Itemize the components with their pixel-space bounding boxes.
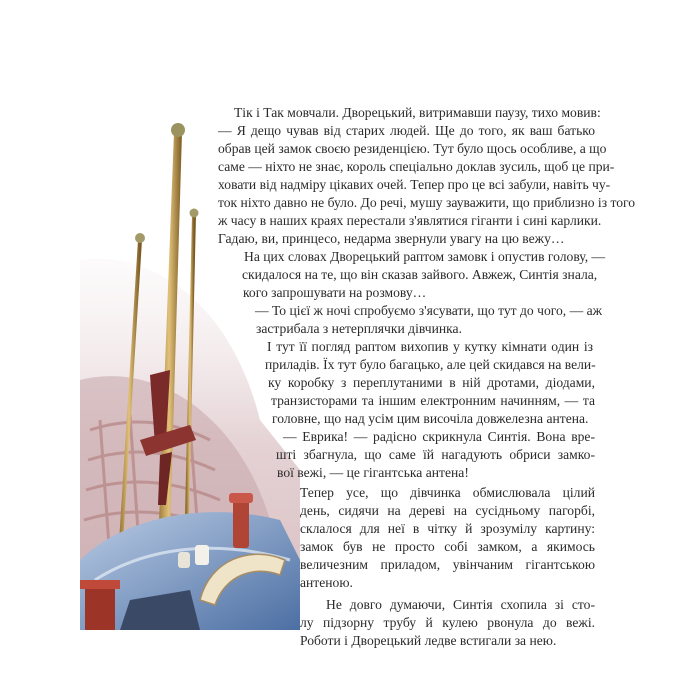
text-line-23: день, сидячи на дереві на сусідньому пагорбі, xyxy=(300,503,595,518)
text-line-7: ж часу в наших краях перестали з'являтися гіганти і сині карлики. xyxy=(218,213,602,228)
text-line-6: ток ніхто давно не було. До речі, мушу зауважити, що приблизно із того xyxy=(218,195,636,210)
text-line-17: транзисторами та іншим електронним начинням, — та xyxy=(271,393,595,408)
text-line-3: обрав цей замок своєю резиденцією. Тут було щось особливе, а що xyxy=(218,141,607,156)
text-line-18: головне, що над усім цим височіла довжелезна антена. xyxy=(272,411,589,426)
text-line-30: Роботи і Дворецький ледве встигали за нею. xyxy=(300,633,557,648)
text-line-1: Тік і Так мовчали. Дворецький, витримавши паузу, тихо мовив: xyxy=(234,105,601,120)
text-line-19: — Еврика! — радісно скрикнула Синтія. Вона вре- xyxy=(283,429,595,444)
text-line-8: Гадаю, ви, принцесо, недарма звернули увагу на цю вежу… xyxy=(218,231,565,246)
text-line-24: склалося для неї в чітку й зрозумілу картину: xyxy=(300,521,595,536)
text-line-26: величезним приладом, увінчаним гігантською xyxy=(300,557,595,572)
text-line-20: шті збагнула, що саме їй нагадують обриси замко- xyxy=(276,447,595,462)
text-line-2: — Я дещо чував від старих людей. Ще до того, як ваш батько xyxy=(218,123,595,138)
text-line-9: На цих словах Дворецький раптом замовк і опустив голову, — xyxy=(244,249,606,264)
text-line-28: Не довго думаючи, Синтія схопила зі сто- xyxy=(326,597,595,612)
text-line-25: замок був не просто собі замком, а якимось xyxy=(300,539,595,554)
text-line-12: — То цієї ж ночі спробуємо з'ясувати, що тут до чого, — аж xyxy=(255,303,602,318)
text-line-13: застрибала з нетерплячки дівчинка. xyxy=(256,321,462,336)
text-line-15: приладів. Їх тут було багацько, але цей скидався на вели- xyxy=(265,357,596,372)
text-line-27: антеною. xyxy=(300,575,353,590)
text-line-22: Тепер усе, що дівчинка обмислювала цілий xyxy=(300,485,595,500)
text-line-10: скидалося на те, що він сказав зайвого. Авжеж, Синтія знала, xyxy=(242,267,598,282)
text-line-5: ховати від надміру цікавих очей. Тепер про це всі забули, навіть чу- xyxy=(218,177,611,192)
text-line-14: І тут її погляд раптом вихопив у кутку кімнати один із xyxy=(267,339,593,354)
text-line-4: саме — ніхто не знає, король спеціально доклав зусиль, щоб це при- xyxy=(218,159,615,174)
text-line-29: лу підзорну трубу й кулею рвонула до вежі. xyxy=(300,615,595,630)
text-line-11: кого запрошувати на розмову… xyxy=(243,285,427,300)
text-line-16: ку коробку з переплутаними в ній дротами, діодами, xyxy=(268,375,595,390)
text-line-21: вої вежі, — це гігантська антена! xyxy=(277,465,469,480)
